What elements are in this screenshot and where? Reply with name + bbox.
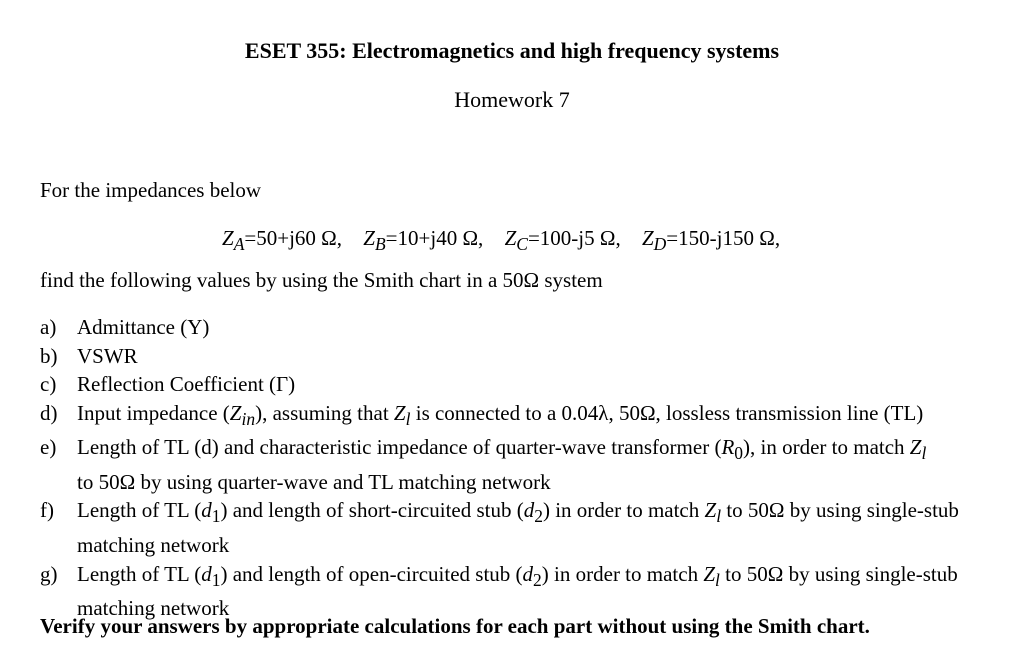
question-text: Length of TL $(d_1)$ and length of short-circuited stub $(d_2)$ in order to match $Z_l$ to 50Ω by using single-stub matching network bbox=[77, 498, 959, 558]
impedance-b: $Z_B=10+j40$ Ω, bbox=[363, 226, 484, 255]
question-label: g) bbox=[40, 561, 58, 586]
question-text: VSWR bbox=[77, 343, 138, 368]
question-e bbox=[40, 433, 1015, 496]
impedance-a: $Z_A=50+j60$ Ω, bbox=[222, 226, 343, 255]
question-label: f) bbox=[40, 498, 54, 523]
question-d bbox=[40, 399, 1015, 434]
question-f bbox=[40, 496, 1015, 559]
impedance-list bbox=[222, 226, 780, 255]
question-list bbox=[40, 313, 1015, 623]
question-a bbox=[40, 313, 1015, 342]
homework-subtitle: Homework 7 bbox=[454, 87, 570, 112]
find-instruction: find the following values by using the Smith chart in a 50Ω system bbox=[40, 268, 603, 292]
document-title: ESET 355: Electromagnetics and high frequency systems bbox=[244, 38, 780, 63]
question-text: Length of TL $(d_1)$ and length of open-circuited stub $(d_2)$ in order to match $Z_l$ to 50Ω by using single-stub matching network bbox=[77, 561, 958, 621]
question-b bbox=[40, 342, 1015, 371]
question-text: Admittance (Y) bbox=[77, 315, 210, 339]
intro-text: For the impedances below bbox=[40, 178, 262, 202]
question-text: Reflection Coefficient (Γ) bbox=[77, 372, 296, 396]
question-label: e) bbox=[40, 435, 57, 460]
impedance-d: $Z_D=150-j150$ Ω, bbox=[641, 226, 781, 255]
verify-instruction: Verify your answers by appropriate calculations for each part without using the Smith chart. bbox=[40, 614, 870, 638]
question-text: Input impedance $(Z_{in})$, assuming that $Z_l$ is connected to a 0.04λ, 50Ω, lossless transmission line (TL) bbox=[77, 400, 924, 429]
question-label: a) bbox=[40, 315, 57, 339]
question-label: b) bbox=[40, 343, 58, 368]
question-label: d) bbox=[40, 400, 58, 425]
impedance-c: $Z_C=100-j5$ Ω, bbox=[504, 226, 621, 255]
question-label: c) bbox=[40, 372, 57, 396]
question-c bbox=[40, 370, 1015, 399]
question-text: Length of TL (d) and characteristic impedance of quarter-wave transformer $(R_0)$, in order to match $Z_l$ to 50Ω by using quarter-wave and TL matching network bbox=[77, 435, 927, 494]
